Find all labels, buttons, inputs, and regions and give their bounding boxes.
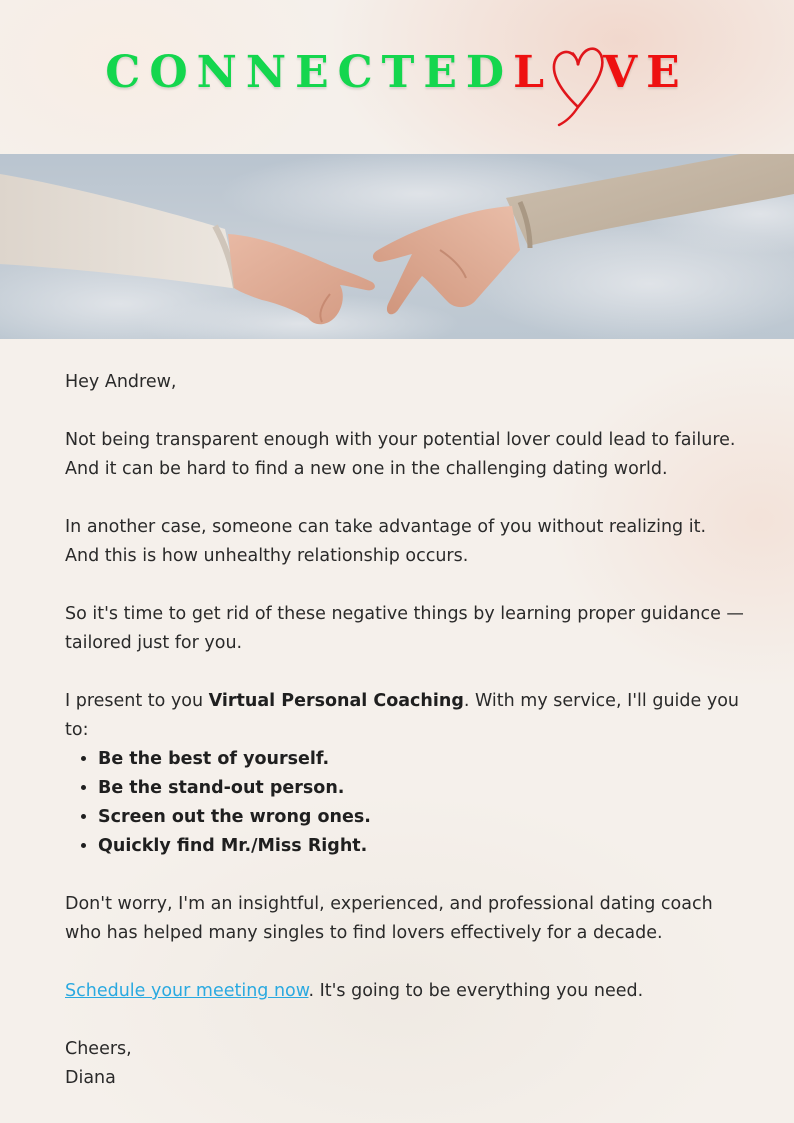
logo-text-l: L <box>513 47 554 98</box>
benefits-list <box>65 745 745 861</box>
paragraph-4 <box>65 687 745 745</box>
letter-body <box>65 368 745 1093</box>
paragraph-1: Not being transparent enough with your potential lover could lead to failure. And it can be hard to find a new one in the challenging dating world. <box>65 430 736 479</box>
signature: Diana <box>65 1068 116 1088</box>
service-name: Virtual Personal Coaching <box>208 691 464 711</box>
heart-icon <box>553 77 603 87</box>
list-item: • Quickly find Mr./Miss Right. <box>98 832 745 861</box>
closing: Cheers, <box>65 1039 132 1059</box>
brand-logo <box>0 46 794 106</box>
list-item: • Be the stand-out person. <box>98 774 745 803</box>
cta-text: . It's going to be everything you need. <box>308 981 644 1001</box>
paragraph-2: In another case, someone can take advantage of you without realizing it. And this is how unhealthy relationship occurs. <box>65 517 707 566</box>
greeting: Hey Andrew, <box>65 372 177 392</box>
cta-paragraph <box>65 977 745 1006</box>
paragraph-5: Don't worry, I'm an insightful, experienced, and professional dating coach who has helped many singles to find lovers effectively for a decade. <box>65 894 713 943</box>
hands-touching-sky-photo <box>0 154 794 339</box>
logo-text-connected: CONNECTED <box>105 47 514 98</box>
schedule-meeting-link[interactable]: Schedule your meeting now <box>65 981 309 1001</box>
list-item: • Be the best of yourself. <box>98 745 745 774</box>
list-item: • Screen out the wrong ones. <box>98 803 745 832</box>
paragraph-4-outro: . With my service, I'll guide you to: <box>65 691 739 740</box>
paragraph-3: So it's time to get rid of these negative things by learning proper guidance — tailored just for you. <box>65 604 744 653</box>
logo-text-ve: VE <box>603 47 689 98</box>
paragraph-4-intro: I present to you <box>65 691 209 711</box>
